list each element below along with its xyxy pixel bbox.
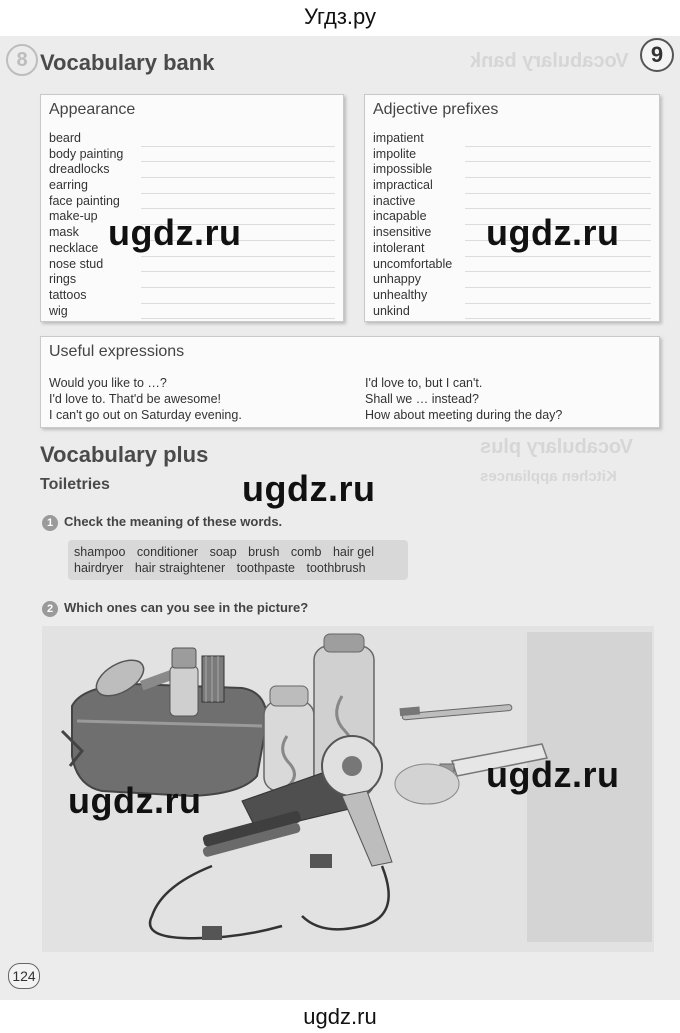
list-item: rings <box>49 272 77 287</box>
expressions-left-column <box>49 375 242 423</box>
word-chip: comb <box>290 545 322 559</box>
appearance-title: Appearance <box>49 101 136 118</box>
expression-line: I'd love to, but I can't. <box>365 376 483 390</box>
page-number: 124 <box>8 963 40 989</box>
list-item: beard <box>49 131 81 145</box>
task-1 <box>42 514 282 531</box>
useful-expressions-box <box>40 336 660 428</box>
adjective-prefixes-word-list <box>373 131 452 319</box>
expressions-right-column <box>365 375 562 423</box>
task-text: Which ones can you see in the picture? <box>64 600 309 615</box>
word-chip: brush <box>248 545 280 559</box>
word-chip: toothpaste <box>236 561 296 575</box>
vocabulary-plus-title: Vocabulary plus <box>40 442 209 467</box>
task-2 <box>42 600 308 617</box>
word-chip: shampoo <box>74 545 126 559</box>
list-item: insensitive <box>373 225 432 240</box>
unit-badge-left: 8 <box>6 44 38 76</box>
watermark: ugdz.ru <box>242 468 376 509</box>
toiletries-title: Toiletries <box>40 476 110 493</box>
bleed-through-text-2: Vocabulary plus <box>480 436 634 458</box>
expression-line: I can't go out on Saturday evening. <box>49 408 242 422</box>
word-chip: hairdryer <box>74 561 124 575</box>
task-text: Check the meaning of these words. <box>64 514 283 529</box>
site-header: Угдз.ру <box>303 4 377 29</box>
list-item: make-up <box>49 209 98 224</box>
list-item: mask <box>49 225 79 240</box>
list-item: unhappy <box>373 272 421 287</box>
adjective-prefixes-title: Adjective prefixes <box>373 101 499 118</box>
soap-icon <box>395 764 459 804</box>
list-item: inactive <box>373 193 416 208</box>
comb-icon <box>202 656 224 702</box>
expression-line: Shall we … instead? <box>365 392 479 406</box>
expression-line: Would you like to …? <box>49 376 167 390</box>
conditioner-bottle-icon <box>264 686 314 791</box>
word-chip: soap <box>209 545 237 559</box>
toiletry-word-box <box>68 540 408 580</box>
list-item: impractical <box>373 178 433 193</box>
word-chip: toothbrush <box>306 561 366 575</box>
textbook-page <box>0 36 680 1000</box>
list-item: uncomfortable <box>373 256 453 271</box>
list-item: nose stud <box>49 256 104 271</box>
task-number: 2 <box>42 601 58 617</box>
watermark: ugdz.ru <box>486 212 620 253</box>
list-item: impolite <box>373 146 417 161</box>
list-item: unhealthy <box>373 287 428 302</box>
bleed-through-text-3: Kitchen appliances <box>480 468 617 485</box>
useful-expressions-title: Useful expressions <box>49 343 185 360</box>
list-item: body painting <box>49 146 124 161</box>
bleed-through-text: Vocabulary bank <box>470 50 629 72</box>
list-item: impatient <box>373 131 424 145</box>
list-item: tattoos <box>49 287 87 302</box>
list-item: intolerant <box>373 240 425 255</box>
list-item: incapable <box>373 209 427 224</box>
hair-gel-icon <box>170 648 198 716</box>
appearance-box <box>40 94 344 322</box>
list-item: impossible <box>373 162 433 177</box>
word-chip: hair gel <box>332 545 374 559</box>
list-item: unkind <box>373 303 410 318</box>
list-item: dreadlocks <box>49 162 110 177</box>
word-chip: conditioner <box>136 545 199 559</box>
list-item: earring <box>49 178 88 193</box>
watermark: ugdz.ru <box>108 212 242 253</box>
expression-line: How about meeting during the day? <box>365 408 563 422</box>
list-item: necklace <box>49 240 99 255</box>
word-chip: hair straightener <box>134 561 226 575</box>
site-footer: ugdz.ru <box>0 1000 680 1033</box>
unit-badge-right: 9 <box>640 38 674 72</box>
task-number: 1 <box>42 515 58 531</box>
list-item: face painting <box>49 193 120 208</box>
list-item: wig <box>49 303 68 318</box>
watermark: ugdz.ru <box>486 754 620 795</box>
watermark: ugdz.ru <box>68 780 202 821</box>
expression-line: I'd love to. That'd be awesome! <box>49 392 222 406</box>
adjective-prefixes-box <box>364 94 660 322</box>
vocabulary-bank-title: Vocabulary bank <box>40 50 215 75</box>
